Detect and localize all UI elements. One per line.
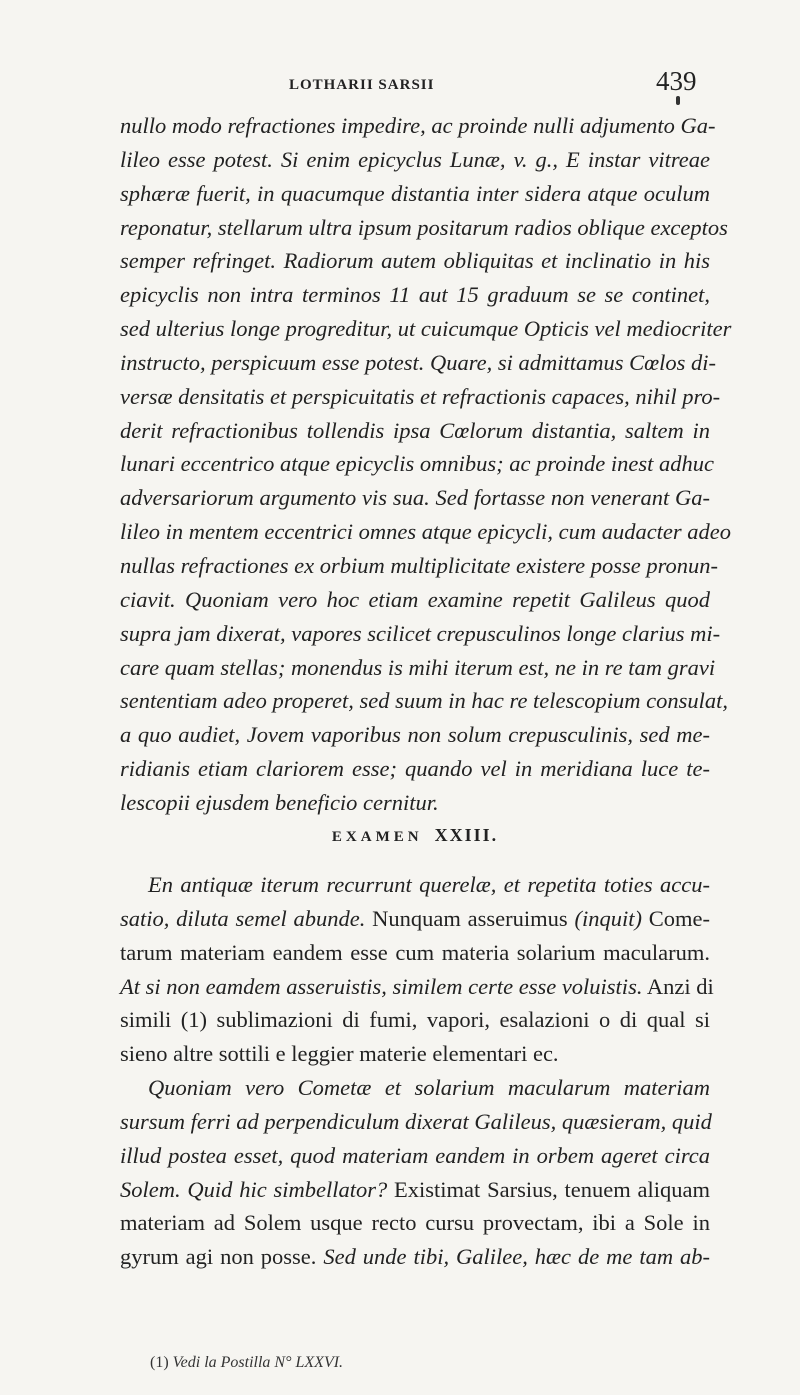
text-line: lunari eccentrico atque epicyclis omnibus; ac proinde inest adhuc xyxy=(120,451,715,477)
text-span: Quoniam vero Cometæ et solarium macularum materiam xyxy=(148,1075,710,1101)
text-line xyxy=(120,1105,710,1139)
text-line: sententiam adeo properet, sed suum in hac re telescopium consulat, xyxy=(120,688,729,714)
text-span: simili (1) sublimazioni di fumi, vapori, esalazioni o di qual si xyxy=(120,1007,710,1033)
text-span: gyrum agi non posse. xyxy=(120,1244,317,1270)
text-span: Anzi di xyxy=(642,973,714,999)
text-line: a quo audiet, Jovem vaporibus non solum crepusculinis, sed me- xyxy=(120,722,710,748)
text-line: lileo esse potest. Si enim epicyclus Lunæ, v. g., E instar vitreae xyxy=(120,146,710,172)
text-line: epicyclis non intra terminos 11 aut 15 graduum se se continet, xyxy=(120,282,710,308)
text-line: instructo, perspicuum esse potest. Quare, si admittamus Cœlos di- xyxy=(120,349,717,375)
text-span: materiam ad Solem usque recto cursu provectam, ibi a Sole in xyxy=(120,1210,710,1236)
text-line: lileo in mentem eccentrici omnes atque epicycli, cum audacter adeo xyxy=(120,519,732,545)
ornament-mark xyxy=(676,96,680,105)
text-line: lescopii ejusdem beneficio cernitur. xyxy=(120,789,439,815)
text-span: Sed unde tibi, Galilee, hæc de me tam ab- xyxy=(316,1244,710,1270)
text-span: Existimat Sarsius, tenuem aliquam xyxy=(387,1176,711,1202)
page-number: 439 xyxy=(656,66,697,96)
text-line: supra jam dixerat, vapores scilicet crepusculinos longe clarius mi- xyxy=(120,620,721,646)
text-line: sed ulterius longe progreditur, ut cuicumque Opticis vel mediocriter xyxy=(120,316,732,342)
text-span: At si non eamdem asseruistis, similem certe esse voluistis. xyxy=(120,973,643,999)
text-line xyxy=(120,970,714,1004)
text-line: sphæræ fuerit, in quacumque distantia inter sidera atque oculum xyxy=(120,180,710,206)
text-span: illud postea esset, quod materiam eandem in orbem ageret circa xyxy=(120,1142,710,1168)
paragraph-1 xyxy=(120,109,732,820)
text-line: versæ densitatis et perspicuitatis et refractionis capaces, nihil pro- xyxy=(120,383,721,409)
text-span: Solem. Quid hic simbellator? xyxy=(120,1176,388,1202)
text-span: Come- xyxy=(641,905,710,931)
section-heading xyxy=(120,822,710,848)
text-line xyxy=(120,1003,710,1037)
text-span: sursum ferri ad perpendiculum dixerat Galileus, quæsieram, quid xyxy=(120,1108,712,1134)
text-line xyxy=(120,1173,710,1207)
paragraph-2-and-3 xyxy=(120,868,714,1274)
text-line: nullo modo refractiones impedire, ac proinde nulli adjumento Ga- xyxy=(120,113,716,138)
text-line: reponatur, stellarum ultra ipsum positarum radios oblique exceptos xyxy=(120,214,728,240)
footnote-text: Vedi la Postilla N° LXXVI. xyxy=(172,1354,344,1371)
text-line xyxy=(120,1139,710,1173)
text-line: nullas refractiones ex orbium multiplicitate existere posse pronun- xyxy=(120,552,719,578)
text-span: Nunquam asseruimus xyxy=(365,905,575,931)
text-line: ciavit. Quoniam vero hoc etiam examine repetit Galileus quod xyxy=(120,586,710,612)
footnote-mark: (1) xyxy=(150,1354,169,1371)
text-line xyxy=(120,1240,710,1274)
text-line: ridianis etiam clariorem esse; quando vel in meridiana luce te- xyxy=(120,756,710,782)
text-line xyxy=(120,902,710,936)
text-span: En antiquæ iterum recurrunt querelæ, et repetita toties accu- xyxy=(148,872,710,897)
text-line xyxy=(120,1206,710,1240)
text-span: sieno altre sottili e leggier materie elementari ec. xyxy=(120,1041,559,1067)
text-line: derit refractionibus tollendis ipsa Cœlorum distantia, saltem in xyxy=(120,417,710,443)
text-line xyxy=(120,936,710,970)
text-line xyxy=(120,1037,710,1071)
text-span: tarum materiam eandem esse cum materia solarium macularum. xyxy=(120,939,710,965)
text-line: semper refringet. Radiorum autem obliquitas et inclinatio in his xyxy=(120,248,710,274)
section-heading-word: EXAMEN xyxy=(331,829,423,845)
text-line xyxy=(120,868,710,902)
running-title: LOTHARII SARSII xyxy=(289,77,435,93)
footnote xyxy=(150,1354,343,1372)
text-span: (inquit) xyxy=(574,905,642,931)
text-line xyxy=(120,1071,710,1105)
text-span: satio, diluta semel abunde. xyxy=(120,905,366,931)
text-line: adversariorum argumento vis sua. Sed fortasse non venerant Ga- xyxy=(120,485,710,511)
section-heading-number: XXIII. xyxy=(434,825,499,845)
text-line: care quam stellas; monendus is mihi iterum est, ne in re tam gravi xyxy=(120,654,716,680)
